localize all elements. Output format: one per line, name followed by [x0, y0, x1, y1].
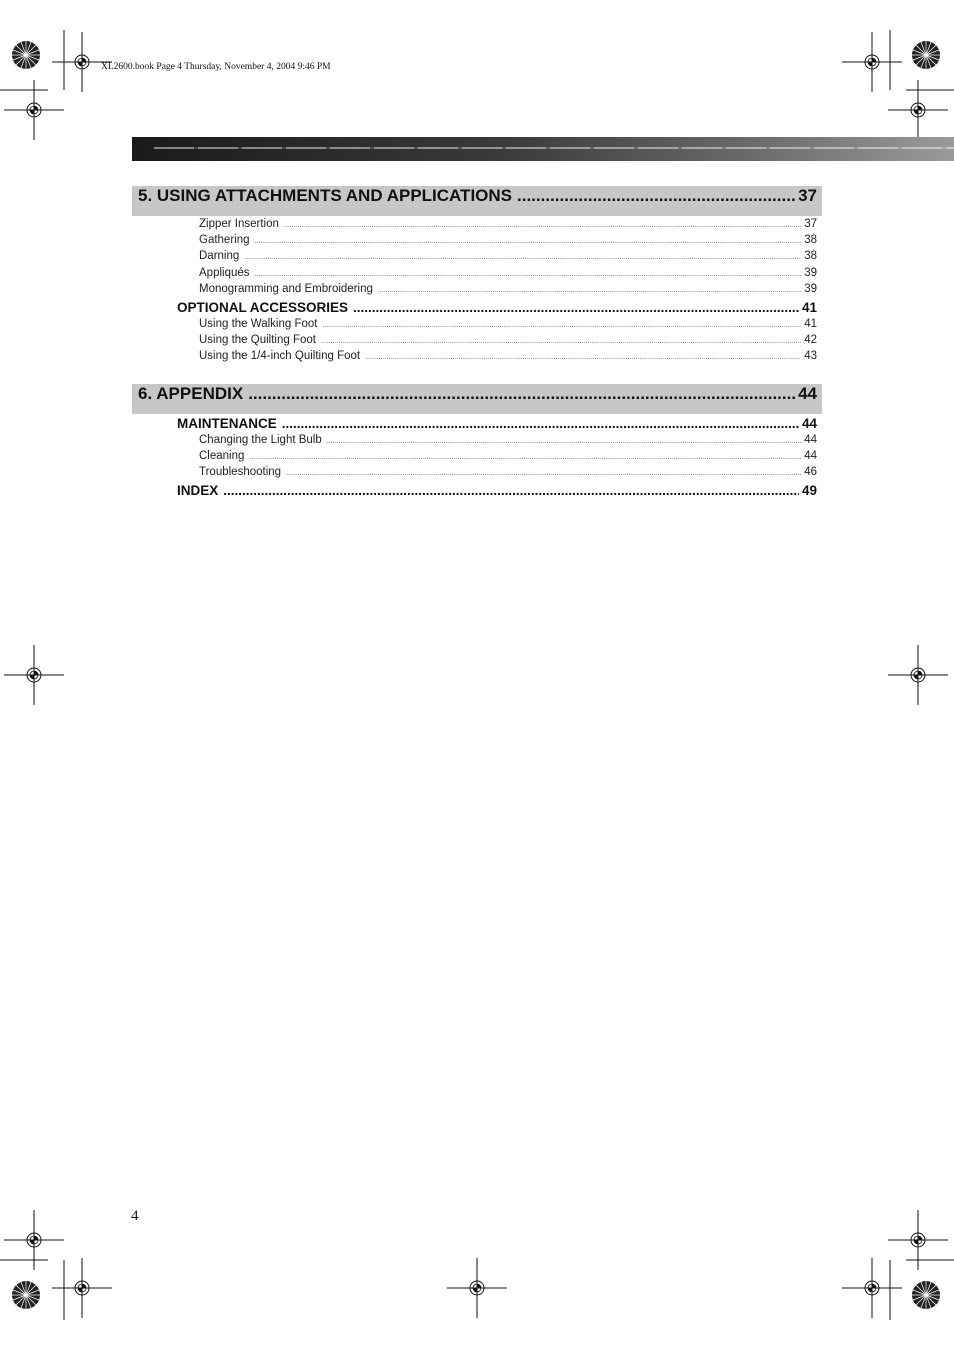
- file-slug: XL2600.book Page 4 Thursday, November 4, 2004 9:46 PM: [101, 62, 331, 72]
- section-title: OPTIONAL ACCESSORIES: [177, 299, 349, 315]
- toc-item[interactable]: [132, 466, 822, 482]
- item-page: 41: [804, 317, 817, 330]
- section-title: INDEX: [177, 483, 219, 499]
- dot-leader: [365, 354, 801, 361]
- item-page: 38: [804, 234, 817, 247]
- chapter-title: 5. USING ATTACHMENTS AND APPLICATIONS: [138, 186, 512, 205]
- dot-leader: [321, 338, 801, 345]
- registration-rosette-icon: [912, 1281, 940, 1309]
- item-title: Using the 1/4-inch Quilting Foot: [199, 350, 361, 363]
- item-page: 44: [804, 433, 817, 446]
- item-page: 39: [804, 282, 817, 295]
- registration-target-icon: [888, 645, 948, 705]
- dot-leader: [282, 416, 799, 431]
- registration-target-icon: [4, 1210, 64, 1270]
- chapter-page: 44: [798, 383, 817, 403]
- item-page: 46: [804, 465, 817, 478]
- toc-item[interactable]: [132, 267, 822, 283]
- section-page: 41: [801, 299, 817, 315]
- spacer: [132, 367, 822, 384]
- item-title: Monogramming and Embroidering: [199, 282, 373, 295]
- toc-item[interactable]: [132, 318, 822, 334]
- dot-leader: [378, 287, 801, 294]
- dot-leader: [223, 483, 799, 498]
- item-title: Gathering: [199, 234, 250, 247]
- item-page: 37: [804, 218, 817, 230]
- table-of-contents: [132, 186, 822, 501]
- item-title: Troubleshooting: [199, 465, 282, 478]
- toc-chapter-6[interactable]: [132, 384, 822, 414]
- toc-item[interactable]: [132, 218, 822, 234]
- item-title: Zipper Insertion: [199, 218, 279, 230]
- toc-section-optional-accessories[interactable]: [132, 300, 822, 318]
- item-title: Using the Walking Foot: [199, 317, 318, 330]
- registration-target-icon: [842, 32, 902, 92]
- registration-target-icon: [447, 1258, 507, 1318]
- header-band-stripe: [154, 147, 954, 149]
- item-page: 38: [804, 250, 817, 263]
- item-page: 42: [804, 334, 817, 347]
- toc-item[interactable]: [132, 350, 822, 366]
- dot-leader: [353, 300, 799, 315]
- toc-item[interactable]: [132, 234, 822, 250]
- item-title: Darning: [199, 250, 240, 263]
- page-number: 4: [131, 1208, 139, 1224]
- item-title: Appliqués: [199, 266, 250, 279]
- section-title: MAINTENANCE: [177, 415, 277, 431]
- toc-item[interactable]: [132, 334, 822, 350]
- dot-leader: [255, 271, 802, 278]
- item-title: Using the Quilting Foot: [199, 334, 316, 347]
- toc-item[interactable]: [132, 283, 822, 299]
- section-page: 49: [801, 483, 817, 499]
- chapter-title: 6. APPENDIX: [138, 383, 244, 403]
- registration-target-icon: [888, 1210, 948, 1270]
- header-band: [132, 137, 954, 161]
- item-page: 44: [804, 449, 817, 462]
- registration-target-icon: [4, 645, 64, 705]
- dot-leader: [284, 222, 801, 229]
- registration-target-icon: [4, 80, 64, 140]
- item-page: 43: [804, 350, 817, 363]
- dot-leader: [322, 322, 801, 329]
- toc-section-maintenance[interactable]: [132, 416, 822, 434]
- toc-item[interactable]: [132, 450, 822, 466]
- dot-leader: [249, 454, 801, 461]
- dot-leader: [255, 238, 802, 245]
- toc-item[interactable]: [132, 434, 822, 450]
- registration-rosette-icon: [12, 1281, 40, 1309]
- toc-section-index[interactable]: [132, 483, 822, 501]
- dot-leader: [327, 438, 801, 445]
- registration-target-icon: [52, 1258, 112, 1318]
- registration-target-icon: [842, 1258, 902, 1318]
- toc-chapter-5[interactable]: [132, 186, 822, 216]
- item-title: Changing the Light Bulb: [199, 433, 322, 446]
- registration-rosette-icon: [12, 41, 40, 69]
- chapter-page: 37: [798, 186, 817, 205]
- dot-leader: [286, 470, 801, 477]
- item-page: 39: [804, 266, 817, 279]
- registration-rosette-icon: [912, 41, 940, 69]
- dot-leader: [517, 186, 795, 206]
- dot-leader: [248, 384, 795, 404]
- toc-item[interactable]: [132, 250, 822, 266]
- item-title: Cleaning: [199, 449, 245, 462]
- dot-leader: [244, 254, 801, 261]
- section-page: 44: [801, 415, 817, 431]
- registration-target-icon: [888, 80, 948, 140]
